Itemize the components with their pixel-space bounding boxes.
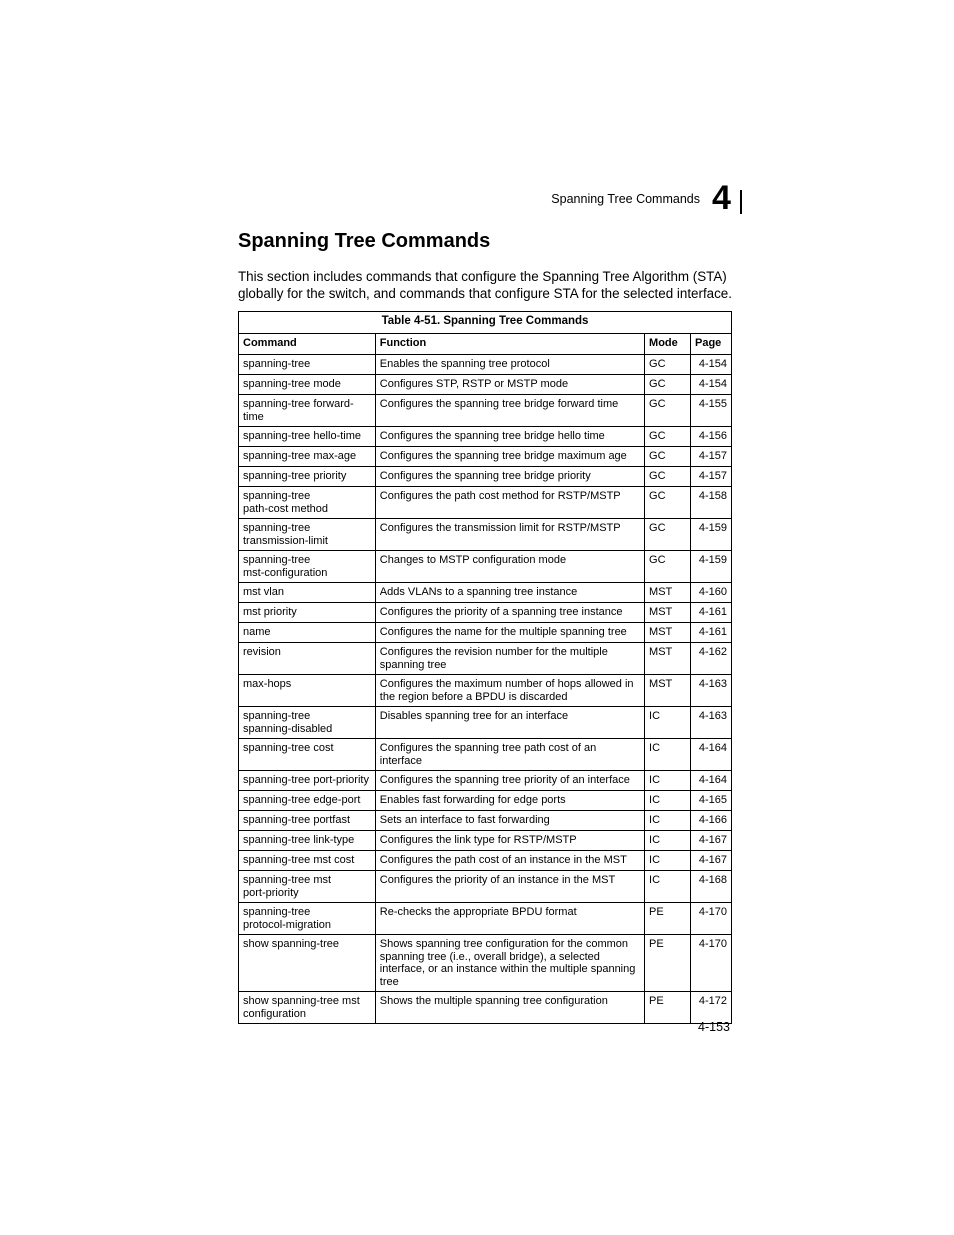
cell-command: revision (239, 643, 376, 675)
table-row (239, 355, 732, 375)
cell-page: 4-154 (691, 375, 732, 395)
cell-command: spanning-tree path-cost method (239, 487, 376, 519)
cell-mode: GC (645, 395, 691, 427)
cell-page: 4-166 (691, 811, 732, 831)
table-row (239, 395, 732, 427)
cell-function: Sets an interface to fast forwarding (375, 811, 644, 831)
column-header-function: Function (375, 334, 644, 355)
table-caption: Table 4-51. Spanning Tree Commands (239, 312, 732, 334)
table-row (239, 603, 732, 623)
table-row (239, 447, 732, 467)
cell-page: 4-161 (691, 603, 732, 623)
cell-command: mst priority (239, 603, 376, 623)
cell-mode: PE (645, 992, 691, 1024)
section-intro: This section includes commands that configure the Spanning Tree Algorithm (STA) globally for the switch, and commands that configure STA for the selected interface. (238, 269, 732, 301)
cell-page: 4-156 (691, 427, 732, 447)
table-caption-row (239, 312, 732, 334)
cell-page: 4-167 (691, 851, 732, 871)
cell-function: Enables the spanning tree protocol (375, 355, 644, 375)
cell-mode: GC (645, 447, 691, 467)
table-row (239, 791, 732, 811)
cell-page: 4-167 (691, 831, 732, 851)
cell-mode: IC (645, 791, 691, 811)
cell-function: Configures the transmission limit for RSTP/MSTP (375, 519, 644, 551)
table-row (239, 467, 732, 487)
cell-page: 4-162 (691, 643, 732, 675)
cell-function: Configures the spanning tree bridge hello time (375, 427, 644, 447)
cell-mode: MST (645, 623, 691, 643)
cell-function: Configures the spanning tree bridge maximum age (375, 447, 644, 467)
cell-page: 4-154 (691, 355, 732, 375)
chapter-number: 4 (712, 179, 731, 217)
cell-page: 4-155 (691, 395, 732, 427)
cell-function: Configures the path cost method for RSTP/MSTP (375, 487, 644, 519)
page-number: 4-153 (698, 1020, 730, 1034)
cell-function: Configures the spanning tree bridge priority (375, 467, 644, 487)
table-row (239, 851, 732, 871)
cell-mode: GC (645, 375, 691, 395)
cell-page: 4-168 (691, 871, 732, 903)
cell-mode: MST (645, 675, 691, 707)
cell-page: 4-170 (691, 935, 732, 992)
table-row (239, 583, 732, 603)
spanning-tree-commands-table (238, 311, 732, 1024)
cell-function: Re-checks the appropriate BPDU format (375, 903, 644, 935)
chapter-marker-bar (740, 190, 742, 214)
section-title: Spanning Tree Commands (238, 230, 491, 252)
cell-command: spanning-tree protocol-migration (239, 903, 376, 935)
table-row (239, 831, 732, 851)
cell-command: spanning-tree forward-time (239, 395, 376, 427)
table-row (239, 771, 732, 791)
cell-function: Configures the spanning tree path cost of an interface (375, 739, 644, 771)
cell-page: 4-158 (691, 487, 732, 519)
cell-function: Shows spanning tree configuration for the common spanning tree (i.e., overall bridge), a selected interface, or an instance within the multiple spanning tree (375, 935, 644, 992)
cell-command: spanning-tree mst-configuration (239, 551, 376, 583)
cell-command: spanning-tree port-priority (239, 771, 376, 791)
cell-page: 4-161 (691, 623, 732, 643)
cell-command: spanning-tree spanning-disabled (239, 707, 376, 739)
cell-command: spanning-tree mode (239, 375, 376, 395)
cell-function: Enables fast forwarding for edge ports (375, 791, 644, 811)
cell-command: spanning-tree portfast (239, 811, 376, 831)
cell-page: 4-172 (691, 992, 732, 1024)
cell-function: Configures the link type for RSTP/MSTP (375, 831, 644, 851)
table-row (239, 992, 732, 1024)
cell-page: 4-163 (691, 675, 732, 707)
cell-command: show spanning-tree (239, 935, 376, 992)
cell-command: spanning-tree mst port-priority (239, 871, 376, 903)
cell-command: spanning-tree (239, 355, 376, 375)
cell-mode: IC (645, 831, 691, 851)
cell-mode: IC (645, 811, 691, 831)
cell-command: spanning-tree link-type (239, 831, 376, 851)
cell-page: 4-157 (691, 467, 732, 487)
table-row (239, 643, 732, 675)
cell-mode: PE (645, 903, 691, 935)
cell-function: Configures STP, RSTP or MSTP mode (375, 375, 644, 395)
cell-command: spanning-tree cost (239, 739, 376, 771)
cell-mode: GC (645, 355, 691, 375)
cell-page: 4-163 (691, 707, 732, 739)
cell-function: Adds VLANs to a spanning tree instance (375, 583, 644, 603)
cell-function: Configures the spanning tree priority of an interface (375, 771, 644, 791)
column-header-command: Command (239, 334, 376, 355)
table-row (239, 903, 732, 935)
cell-page: 4-159 (691, 551, 732, 583)
cell-mode: PE (645, 935, 691, 992)
cell-command: spanning-tree hello-time (239, 427, 376, 447)
table-row (239, 739, 732, 771)
cell-command: spanning-tree max-age (239, 447, 376, 467)
cell-mode: IC (645, 851, 691, 871)
cell-mode: IC (645, 707, 691, 739)
cell-page: 4-160 (691, 583, 732, 603)
cell-function: Configures the path cost of an instance in the MST (375, 851, 644, 871)
table-row (239, 871, 732, 903)
cell-mode: MST (645, 643, 691, 675)
cell-mode: GC (645, 519, 691, 551)
cell-page: 4-164 (691, 771, 732, 791)
table-row (239, 427, 732, 447)
cell-function: Shows the multiple spanning tree configuration (375, 992, 644, 1024)
running-header-title: Spanning Tree Commands (551, 192, 700, 206)
table-row (239, 675, 732, 707)
table-row (239, 551, 732, 583)
table-body (239, 355, 732, 1024)
cell-function: Configures the maximum number of hops allowed in the region before a BPDU is discarded (375, 675, 644, 707)
cell-command: max-hops (239, 675, 376, 707)
cell-mode: IC (645, 739, 691, 771)
cell-mode: MST (645, 583, 691, 603)
cell-function: Configures the priority of an instance in the MST (375, 871, 644, 903)
cell-command: spanning-tree transmission-limit (239, 519, 376, 551)
cell-mode: MST (645, 603, 691, 623)
table-row (239, 707, 732, 739)
table-row (239, 935, 732, 992)
cell-mode: GC (645, 467, 691, 487)
table-row (239, 375, 732, 395)
cell-function: Configures the name for the multiple spanning tree (375, 623, 644, 643)
cell-page: 4-164 (691, 739, 732, 771)
cell-mode: GC (645, 487, 691, 519)
cell-mode: IC (645, 771, 691, 791)
cell-command: spanning-tree mst cost (239, 851, 376, 871)
table-header-row (239, 334, 732, 355)
table-row (239, 487, 732, 519)
column-header-mode: Mode (645, 334, 691, 355)
table-row (239, 519, 732, 551)
cell-function: Changes to MSTP configuration mode (375, 551, 644, 583)
cell-page: 4-159 (691, 519, 732, 551)
cell-page: 4-157 (691, 447, 732, 467)
cell-command: name (239, 623, 376, 643)
cell-mode: GC (645, 427, 691, 447)
cell-page: 4-165 (691, 791, 732, 811)
table-row (239, 623, 732, 643)
cell-command: show spanning-tree mst configuration (239, 992, 376, 1024)
cell-function: Configures the revision number for the multiple spanning tree (375, 643, 644, 675)
cell-mode: GC (645, 551, 691, 583)
cell-command: spanning-tree edge-port (239, 791, 376, 811)
cell-function: Configures the spanning tree bridge forward time (375, 395, 644, 427)
table-row (239, 811, 732, 831)
cell-mode: IC (645, 871, 691, 903)
cell-command: mst vlan (239, 583, 376, 603)
cell-function: Configures the priority of a spanning tree instance (375, 603, 644, 623)
cell-function: Disables spanning tree for an interface (375, 707, 644, 739)
cell-command: spanning-tree priority (239, 467, 376, 487)
column-header-page: Page (691, 334, 732, 355)
cell-page: 4-170 (691, 903, 732, 935)
